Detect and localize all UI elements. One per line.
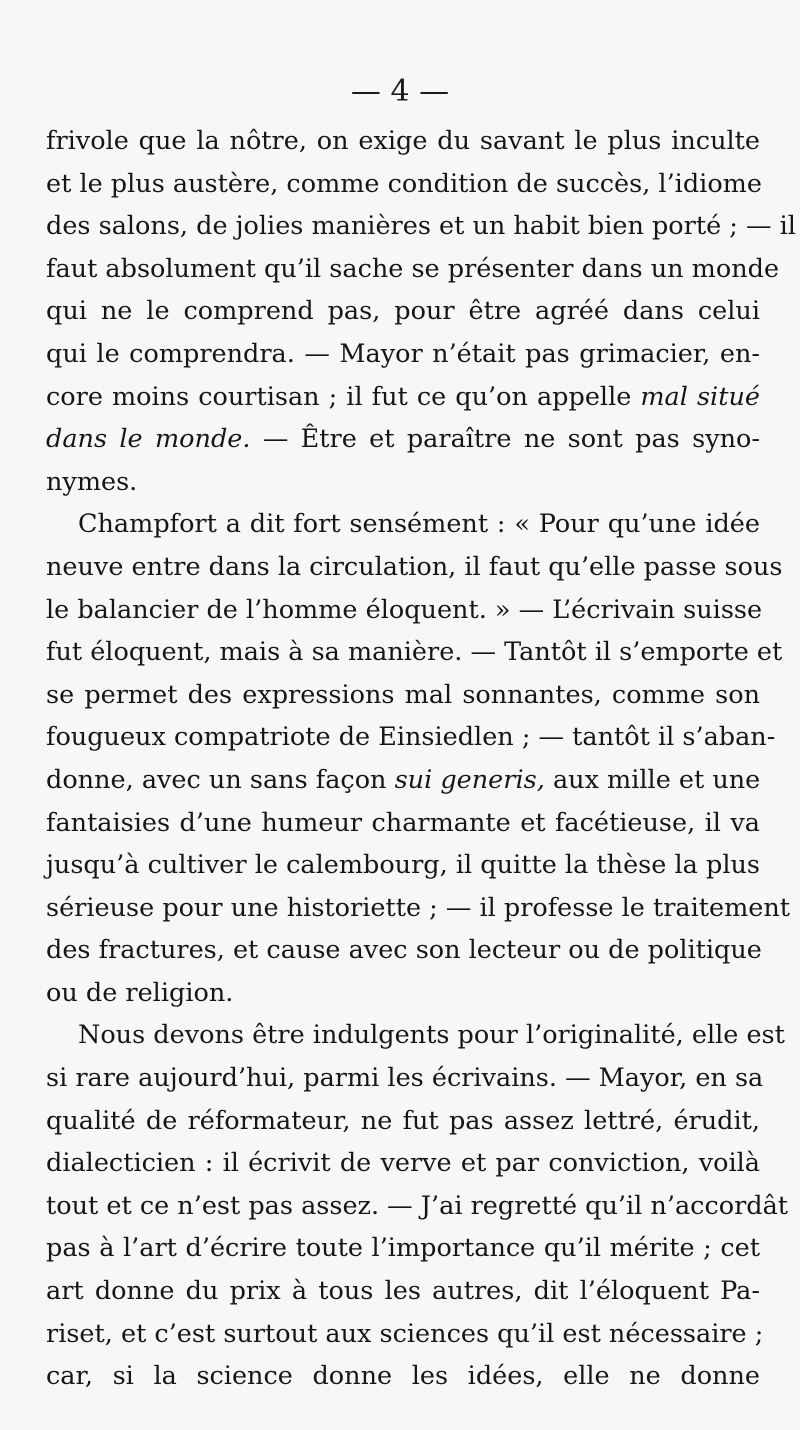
text-line: si rare aujourd’hui, parmi les écrivains. — Mayor, en sa [46,1063,764,1094]
text-segment: — Être et paraître ne sont pas syno- [262,424,760,455]
text-line: des salons, de jolies manières et un habit bien porté ; — il [46,211,796,242]
text-segment: core moins courtisan ; il fut ce qu’on appelle [46,381,632,412]
text-line: se permet des expressions mal sonnantes, comme son [46,679,760,710]
text-line: riset, et c’est surtout aux sciences qu’il est nécessaire ; [46,1318,764,1349]
text-line: pas à l’art d’écrire toute l’importance qu’il mérite ; cet [46,1233,760,1264]
italic-phrase: sui generis, [394,764,545,795]
text-line: ou de religion. [46,977,234,1008]
text-line: le balancier de l’homme éloquent. » — L’écrivain suisse [46,594,763,625]
page-number: — 4 — [350,74,450,109]
italic-phrase: dans le monde. [46,424,251,455]
text-line: Champfort a dit fort sensément : « Pour qu’une idée [78,509,760,540]
text-line [46,376,760,419]
text-line: qualité de réformateur, ne fut pas assez lettré, érudit, [46,1105,760,1136]
text-line: faut absolument qu’il sache se présenter dans un monde [46,253,780,284]
text-line: car, si la science donne les idées, elle ne donne [46,1361,760,1392]
text-line: fougueux compatriote de Einsiedlen ; — tantôt il s’aban- [46,722,776,753]
text-line: neuve entre dans la circulation, il faut qu’elle passe sous [46,551,783,582]
text-line: nymes. [46,466,138,497]
text-line: sérieuse pour une historiette ; — il professe le traitement [46,892,791,923]
text-segment: aux mille et une [552,764,761,795]
text-line: dialecticien : il écrivit de verve et par conviction, voilà [46,1148,760,1179]
text-line: fantaisies d’une humeur charmante et facétieuse, il va [46,807,760,838]
text-line: des fractures, et cause avec son lecteur ou de politique [46,935,762,966]
body-text [46,120,796,1398]
text-line: art donne du prix à tous les autres, dit l’éloquent Pa- [46,1276,760,1307]
text-line: tout et ce n’est pas assez. — J’ai regretté qu’il n’accordât [46,1190,789,1221]
text-line: frivole que la nôtre, on exige du savant le plus inculte [46,126,760,156]
text-line: Nous devons être indulgents pour l’originalité, elle est [78,1020,785,1051]
text-line: et le plus austère, comme condition de succès, l’idiome [46,168,762,199]
italic-phrase: mal situé [640,381,760,412]
text-line: qui le comprendra. — Mayor n’était pas grimacier, en- [46,338,760,369]
paragraph-1 [46,120,796,503]
text-line [46,418,760,461]
text-line: jusqu’à cultiver le calembourg, il quitte la thèse la plus [46,850,760,881]
text-line [46,759,760,802]
paragraph-3 [46,1014,789,1397]
text-line: qui ne le comprend pas, pour être agréé dans celui [46,296,760,327]
text-segment: donne, avec un sans façon [46,764,387,795]
text-line: fut éloquent, mais à sa manière. — Tantôt il s’emporte et [46,637,783,668]
paragraph-2 [46,503,791,1014]
